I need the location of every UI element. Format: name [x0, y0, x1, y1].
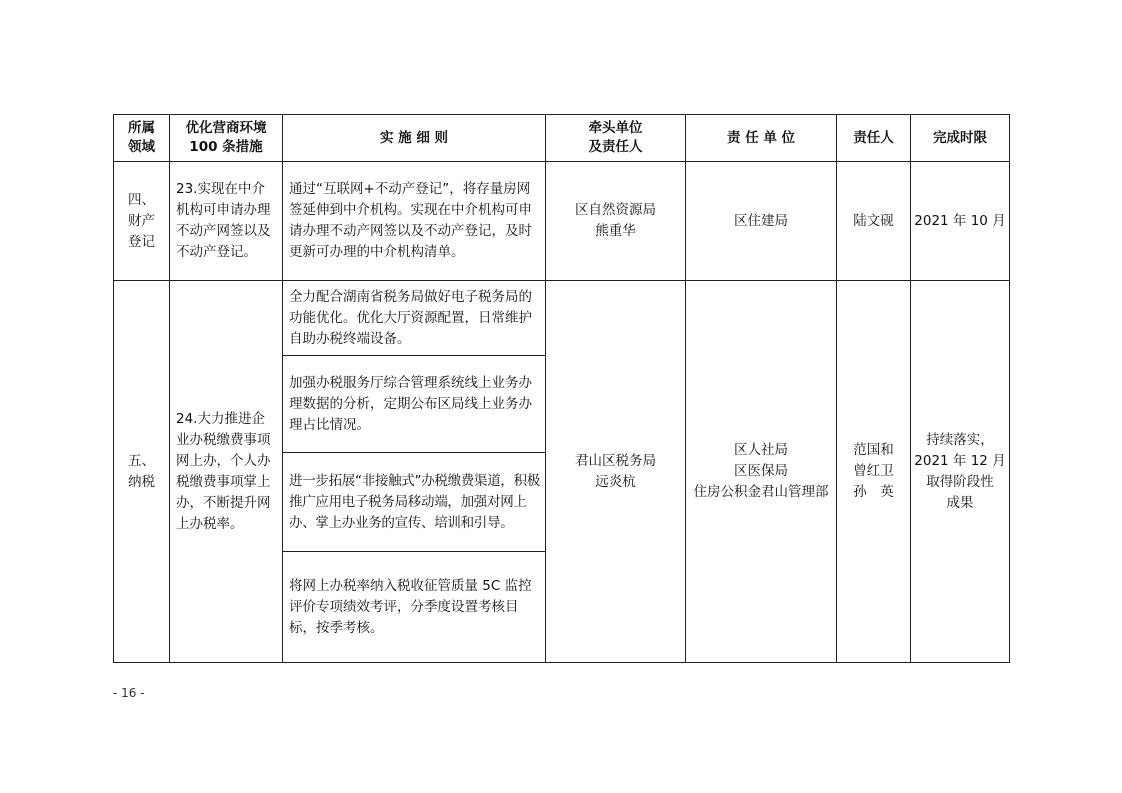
- header-measure: 优化营商环境 100 条措施: [170, 115, 283, 162]
- table-header-row: [114, 115, 1010, 162]
- table-row: [114, 281, 1010, 663]
- lead-unit-cell: 区自然资源局 熊重华: [546, 162, 686, 281]
- measure-cell: 24.大力推进企业办税缴费事项网上办，个人办税缴费事项掌上办，不断提升网上办税率。: [170, 281, 283, 663]
- responsible-units-cell: 区住建局: [686, 162, 837, 281]
- lead-unit-cell: 君山区税务局 远炎杭: [546, 281, 686, 663]
- header-field: 所属 领域: [114, 115, 170, 162]
- header-lead-unit: 牵头单位 及责任人: [546, 115, 686, 162]
- header-details: 实 施 细 则: [283, 115, 546, 162]
- detail-item: [283, 281, 545, 355]
- detail-text: 全力配合湖南省税务局做好电子税务局的功能优化。优化大厅资源配置，日常维护自助办税终端设备。: [289, 288, 532, 347]
- detail-text: 进一步拓展“非接触式”办税缴费渠道，积极推广应用电子税务局移动端，加强对网上办、掌上办业务的宣传、培训和引导。: [289, 472, 540, 531]
- header-deadline: 完成时限: [911, 115, 1010, 162]
- field-cell: 四、 财产 登记: [114, 162, 170, 281]
- detail-item: [283, 551, 545, 662]
- responsible-units-cell: 区人社局 区医保局 住房公积金君山管理部: [686, 281, 837, 663]
- page-number: - 16 -: [113, 686, 145, 700]
- field-cell: 五、 纳税: [114, 281, 170, 663]
- deadline-cell: 持续落实， 2021 年 12 月 取得阶段性 成果: [911, 281, 1010, 663]
- deadline-cell: 2021 年 10 月: [911, 162, 1010, 281]
- person-cell: 陆文砚: [837, 162, 911, 281]
- measure-cell: 23.实现在中介机构可申请办理不动产网签以及不动产登记。: [170, 162, 283, 281]
- detail-stack: [283, 281, 546, 663]
- person-cell: 范国和 曾红卫 孙 英: [837, 281, 911, 663]
- header-person: 责任人: [837, 115, 911, 162]
- detail-text: 加强办税服务厅综合管理系统线上业务办理数据的分析，定期公布区局线上业务办理占比情况。: [289, 374, 532, 433]
- detail-item: [283, 355, 545, 452]
- detail-cell: 通过“互联网+不动产登记”，将存量房网签延伸到中介机构。实现在中介机构可申请办理不动产网签以及不动产登记，及时更新可办理的中介机构清单。: [283, 162, 546, 281]
- detail-item: [283, 452, 545, 551]
- detail-text: 将网上办税率纳入税收征管质量 5C 监控评价专项绩效考评，分季度设置考核目标，按季考核。: [289, 577, 532, 636]
- header-responsible-units: 责 任 单 位: [686, 115, 837, 162]
- table-row: [114, 162, 1010, 281]
- implementation-table: [113, 114, 1010, 663]
